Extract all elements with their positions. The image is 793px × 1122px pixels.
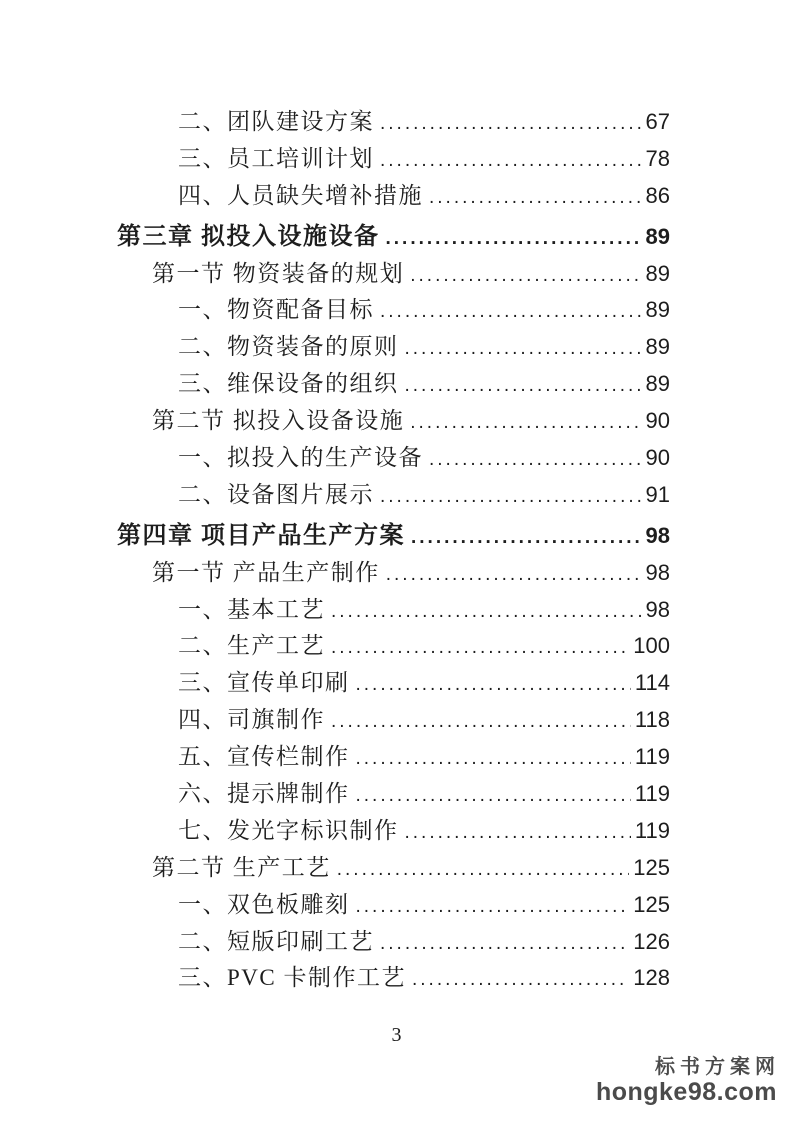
toc-entry-page: 89 <box>645 371 670 397</box>
toc-entry-page: 98 <box>645 559 670 585</box>
toc-entry-page: 91 <box>645 481 670 507</box>
toc-entry-title: 二、设备图片展示 <box>178 481 374 507</box>
toc-entry[interactable] <box>117 628 670 665</box>
toc-dot-leader <box>410 256 641 295</box>
toc-entry-page: 89 <box>645 223 670 249</box>
toc-entry-page: 119 <box>634 744 670 770</box>
toc-entry-page: 125 <box>633 891 670 917</box>
toc-dot-leader <box>429 440 642 479</box>
toc-entry[interactable] <box>117 813 670 850</box>
toc-entry-page: 98 <box>645 596 670 622</box>
toc-dot-leader <box>380 477 642 516</box>
toc-entry[interactable] <box>117 141 670 178</box>
toc-entry[interactable] <box>117 555 670 592</box>
toc-entry-title: 三、维保设备的组织 <box>178 371 399 397</box>
toc-entry-title: 五、宣传栏制作 <box>178 744 350 770</box>
toc-dot-leader <box>380 924 629 963</box>
toc-entry-title: 三、PVC 卡制作工艺 <box>178 965 406 991</box>
toc-dot-leader <box>356 887 630 926</box>
toc-entry-title: 二、生产工艺 <box>178 633 325 659</box>
toc-entry-title: 二、团队建设方案 <box>178 109 374 134</box>
toc-entry[interactable] <box>117 477 670 514</box>
toc-entry[interactable] <box>117 292 670 329</box>
toc-dot-leader <box>331 592 642 631</box>
toc-dot-leader <box>331 702 631 741</box>
toc-entry-page: 86 <box>645 182 670 208</box>
toc-entry-title: 一、双色板雕刻 <box>178 891 350 917</box>
toc-entry-title: 第一节 产品生产制作 <box>152 559 380 585</box>
toc-entry[interactable] <box>117 440 670 477</box>
toc-entry-title: 七、发光字标识制作 <box>178 817 399 843</box>
toc-entry-title: 四、司旗制作 <box>178 707 325 733</box>
toc-dot-leader <box>386 219 642 258</box>
toc-entry[interactable] <box>117 924 670 961</box>
toc-entry-page: 78 <box>645 145 670 171</box>
toc-entry[interactable] <box>117 366 670 403</box>
toc-entry[interactable] <box>117 887 670 924</box>
toc-entry-page: 114 <box>634 670 670 696</box>
toc-dot-leader <box>412 960 629 999</box>
toc-entry-page: 90 <box>645 408 670 434</box>
toc-entry[interactable] <box>117 702 670 739</box>
toc-entry-title: 第三章 拟投入设施设备 <box>117 223 380 250</box>
toc-entry-title: 第二节 拟投入设备设施 <box>152 408 405 434</box>
toc-entry-page: 100 <box>633 633 670 659</box>
toc-entry-page: 67 <box>645 109 670 134</box>
watermark-site-name: 标书方案网 <box>655 1056 780 1078</box>
toc-entry-title: 二、物资装备的原则 <box>178 334 399 360</box>
watermark-logo <box>595 1056 780 1107</box>
toc-entry-page: 89 <box>645 260 670 286</box>
toc-entry[interactable] <box>117 518 670 555</box>
toc-entry-title: 一、拟投入的生产设备 <box>178 445 423 471</box>
toc-entry-page: 126 <box>633 928 670 954</box>
toc-dot-leader <box>410 403 641 442</box>
toc-dot-leader <box>331 628 629 667</box>
toc-entry[interactable] <box>117 329 670 366</box>
toc-dot-leader <box>405 366 642 405</box>
toc-entry-title: 一、物资配备目标 <box>178 297 374 323</box>
toc-entry[interactable] <box>117 739 670 776</box>
toc-entry[interactable] <box>117 403 670 440</box>
toc-dot-leader <box>429 178 642 217</box>
toc-dot-leader <box>380 141 642 180</box>
toc-dot-leader <box>411 518 642 557</box>
toc-dot-leader <box>356 665 631 704</box>
toc-dot-leader <box>405 813 631 852</box>
toc-entry[interactable] <box>117 104 670 141</box>
table-of-contents <box>117 104 670 997</box>
toc-entry-page: 119 <box>634 817 670 843</box>
toc-entry[interactable] <box>117 665 670 702</box>
toc-entry-page: 128 <box>633 965 670 991</box>
toc-entry-title: 第一节 物资装备的规划 <box>152 260 405 286</box>
toc-entry-page: 89 <box>645 334 670 360</box>
toc-entry-title: 三、员工培训计划 <box>178 145 374 171</box>
toc-entry-title: 四、人员缺失增补措施 <box>178 182 423 208</box>
toc-dot-leader <box>386 555 642 594</box>
toc-entry-page: 125 <box>633 854 670 880</box>
toc-entry-page: 89 <box>645 297 670 323</box>
toc-entry-page: 118 <box>634 707 670 733</box>
toc-entry-title: 第四章 项目产品生产方案 <box>117 522 405 549</box>
toc-entry[interactable] <box>117 592 670 629</box>
footer-page-number: 3 <box>391 1024 402 1046</box>
toc-entry-page: 90 <box>645 445 670 471</box>
toc-entry-title: 一、基本工艺 <box>178 596 325 622</box>
toc-dot-leader <box>380 104 642 143</box>
toc-entry[interactable] <box>117 776 670 813</box>
toc-dot-leader <box>337 850 630 889</box>
toc-entry-title: 三、宣传单印刷 <box>178 670 350 696</box>
toc-entry-title: 二、短版印刷工艺 <box>178 928 374 954</box>
toc-entry-page: 98 <box>645 522 670 548</box>
toc-entry-title: 第二节 生产工艺 <box>152 854 331 880</box>
toc-dot-leader <box>356 739 631 778</box>
toc-entry[interactable] <box>117 850 670 887</box>
toc-entry[interactable] <box>117 178 670 215</box>
toc-entry-page: 119 <box>634 781 670 807</box>
toc-entry[interactable] <box>117 256 670 293</box>
toc-entry[interactable] <box>117 960 670 997</box>
toc-entry[interactable] <box>117 219 670 256</box>
toc-dot-leader <box>380 292 642 331</box>
toc-dot-leader <box>356 776 631 815</box>
watermark-site-url: hongke98.com <box>595 1078 777 1107</box>
toc-entry-title: 六、提示牌制作 <box>178 781 350 807</box>
toc-dot-leader <box>405 329 642 368</box>
